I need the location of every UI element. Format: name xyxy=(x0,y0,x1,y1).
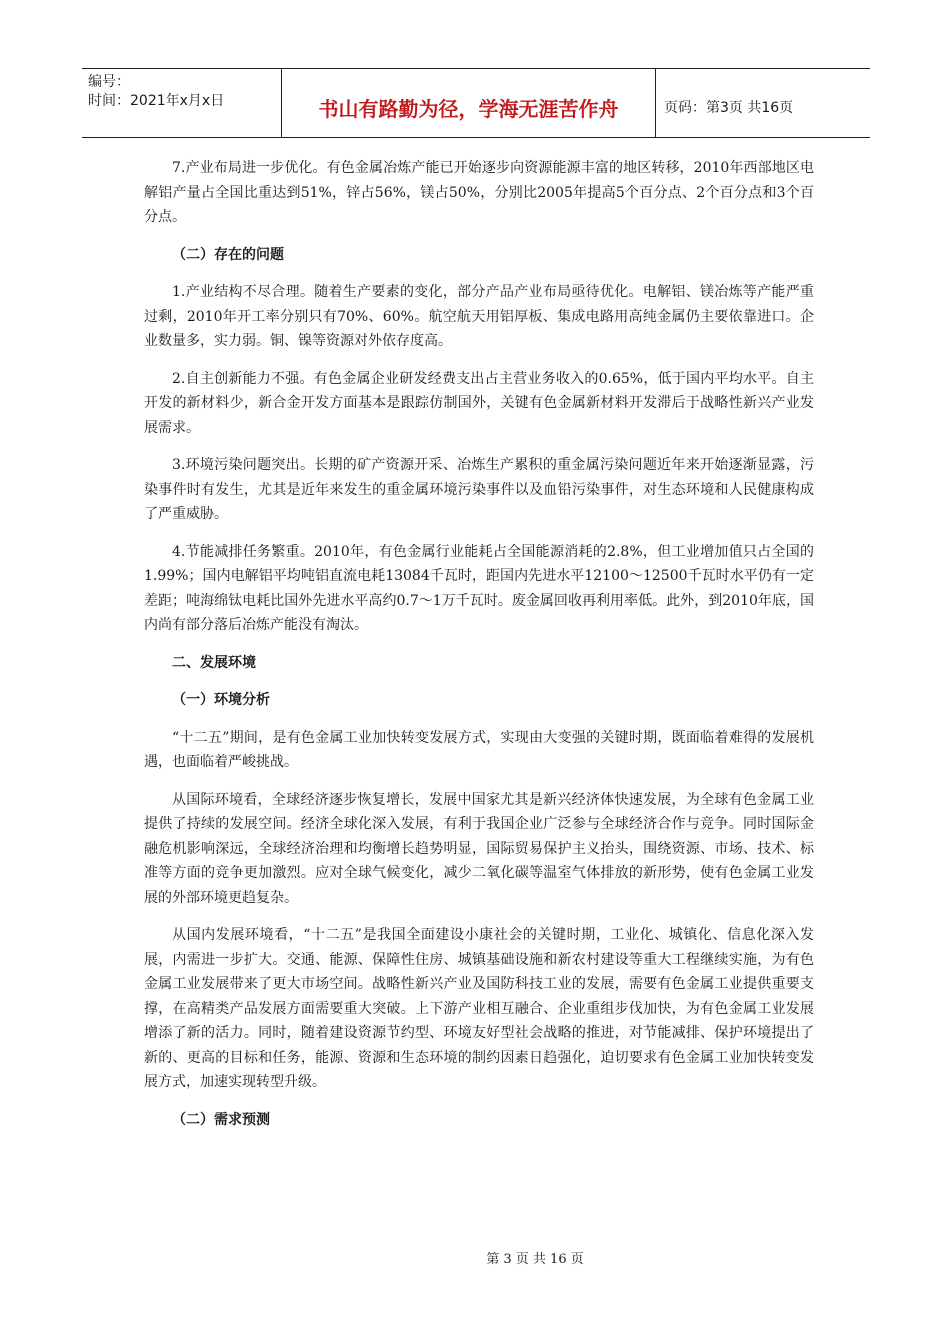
body-paragraph: 1.产业结构不尽合理。随着生产要素的变化，部分产品产业布局亟待优化。电解铝、镁冶炼等产能严重过剩，2010年开工率分别只有70%、60%。航空航天用铝厚板、集成电路用高纯金属仍主要依靠进口。企业数量多，实力弱。铜、镍等资源对外依存度高。 xyxy=(144,284,814,349)
body-paragraph: “十二五”期间，是有色金属工业加快转变发展方式，实现由大变强的关键时期，既面临着难得的发展机遇，也面临着严峻挑战。 xyxy=(144,729,814,770)
header-motto: 书山有路勤为径，学海无涯苦作舟 xyxy=(282,69,656,137)
body-paragraph: 2.自主创新能力不强。有色金属企业研发经费支出占主营业务收入的0.65%，低于国内平均水平。自主开发的新材料少，新合金开发方面基本是跟踪仿制国外，关键有色金属新材料开发滞后于战略性新兴产业发展需求。 xyxy=(144,370,814,436)
section-heading: 二、发展环境 xyxy=(172,654,256,671)
body-paragraph: 3.环境污染问题突出。长期的矿产资源开采、冶炼生产累积的重金属污染问题近年来开始逐渐显露，污染事件时有发生，尤其是近年来发生的重金属环境污染事件以及血铅污染事件，对生态环境和人民健康构成了严重威胁。 xyxy=(144,457,814,522)
document-date-label: 时间：2021年x月x日 xyxy=(88,93,225,109)
document-number-label: 编号： xyxy=(88,74,130,90)
body-paragraph: 4.节能减排任务繁重。2010年，有色金属行业能耗占全国能源消耗的2.8%，但工业增加值只占全国的1.99%；国内电解铝平均吨铝直流电耗13084千瓦时，距国内先进水平12100～12500千瓦时水平仍有一定差距；吨海绵钛电耗比国外先进水平高约0.7～1万千瓦时。废金属回收再利用率低。此外，到2010年底，国内尚有部分落后冶炼产能没有淘汰。 xyxy=(144,543,814,633)
header-page-number: 页码：第3页 共16页 xyxy=(664,100,794,116)
section-heading: （一）环境分析 xyxy=(172,692,270,708)
section-heading: （二）存在的问题 xyxy=(172,246,284,263)
page-footer: 第 3 页 共 16 页 xyxy=(486,1252,584,1267)
page-header xyxy=(82,68,870,138)
body-paragraph: 7.产业布局进一步优化。有色金属冶炼产能已开始逐步向资源能源丰富的地区转移，2010年西部地区电解铝产量占全国比重达到51%，锌占56%，镁占50%，分别比2005年提高5个百分点、2个百分点和3个百分点。 xyxy=(144,160,814,225)
document-body xyxy=(144,156,814,1145)
body-paragraph: 从国际环境看，全球经济逐步恢复增长，发展中国家尤其是新兴经济体快速发展，为全球有色金属工业提供了持续的发展空间。经济全球化深入发展，有利于我国企业广泛参与全球经济合作与竞争。同时国际金融危机影响深远，全球经济治理和均衡增长趋势明显，国际贸易保护主义抬头，围绕资源、市场、技术、标准等方面的竞争更加激烈。应对全球气候变化，减少二氧化碳等温室气体排放的新形势，使有色金属工业发展的外部环境更趋复杂。 xyxy=(144,791,814,906)
section-heading: （二）需求预测 xyxy=(172,1111,270,1128)
body-paragraph: 从国内发展环境看，“十二五”是我国全面建设小康社会的关键时期，工业化、城镇化、信息化深入发展，内需进一步扩大。交通、能源、保障性住房、城镇基础设施和新农村建设等重大工程继续实施，为有色金属工业发展带来了更大市场空间。战略性新兴产业及国防科技工业的发展，需要有色金属工业提供重要支撑，在高精类产品发展方面需要重大突破。上下游产业相互融合、企业重组步伐加快，为有色金属工业发展增添了新的活力。同时，随着建设资源节约型、环境友好型社会战略的推进，对节能减排、保护环境提出了新的、更高的目标和任务，能源、资源和生态环境的制约因素日趋强化，迫切要求有色金属工业加快转变发展方式，加速实现转型升级。 xyxy=(144,927,814,1090)
header-meta xyxy=(82,69,282,137)
